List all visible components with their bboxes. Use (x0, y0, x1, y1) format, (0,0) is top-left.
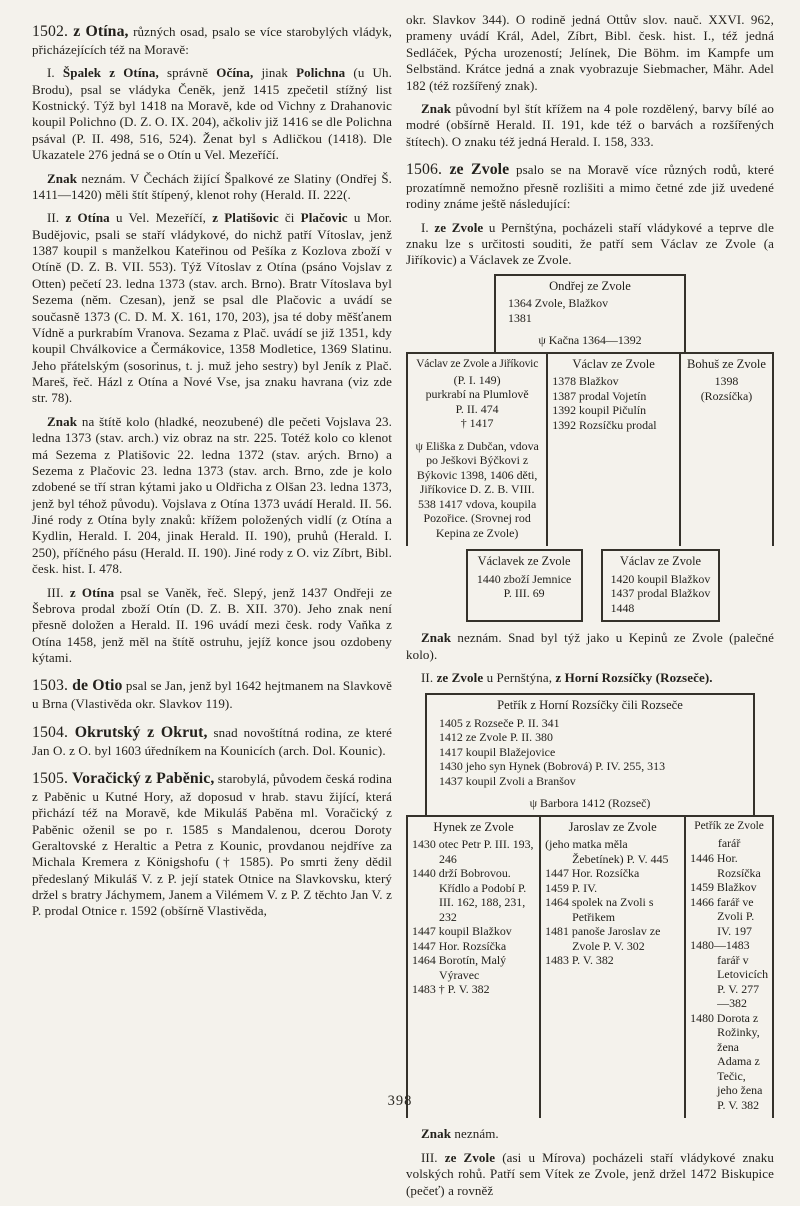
left-column (32, 12, 392, 1206)
tree-person-name: Hynek ze Zvole (433, 819, 514, 834)
tree-cell-vaclavek (466, 549, 583, 622)
genealogy-tree-zvole-pernstyn (406, 274, 774, 622)
tree-line: (jeho matka měla Žebetínek) P. V. 445 (545, 837, 669, 866)
tree-line: 1440 drží Bobrovou. Křídlo a Podobí P. III. 162, 188, 231, 232 (412, 866, 527, 924)
tree-person-name: Jaroslav ze Zvole (568, 819, 657, 834)
tree-line: 1440 zboží Jemnice (476, 571, 572, 586)
tree-spouse-line: ψ Barbora 1412 (Rozseč) (529, 796, 651, 811)
tree-cell-vaclav-jirikovic (408, 354, 548, 547)
right-column-top-paragraphs (406, 12, 774, 269)
tree-person-name: Petřík ze Zvole (694, 819, 764, 832)
tree-line: 1392 Rozsíčku prodal (552, 417, 657, 432)
tree-spouse-note: ψ Eliška z Dubčan, vdova po Ješkovi Býčkovi z Býkovic 1398, 1406 děti, Jiříkovice D. Z. B. VIII. 538 1417 vdova, koupila Pozořice. (Srovnej rod Kepina ze Zvole) (415, 438, 539, 540)
entry-1502: 1502. z Otína, různých osad, psalo se více starobylých vládyk, přicházejících též na Moravě: (32, 23, 392, 57)
tree-line: purkrabí na Plumlově (425, 387, 529, 402)
tree-line: 1464 spolek na Zvoli s Petřikem (545, 895, 654, 924)
tree-line: 1446 Hor. Rozsíčka (690, 851, 761, 880)
tree-person-name: Václav ze Zvole (572, 356, 655, 371)
tree-line: 1466 farář ve Zvoli P. IV. 197 (690, 894, 755, 938)
tree-person-name: Ondřej ze Zvole (549, 278, 631, 293)
tree-line: 1447 koupil Blažkov (412, 924, 512, 939)
tree-children-row (406, 815, 774, 1119)
tree-spouse-line: ψ Kačna 1364—1392 (538, 333, 642, 348)
tree-grandchildren-row (406, 546, 774, 622)
tree-line: 1480—1483 farář v Letovicích P. V. 277—382 (690, 938, 769, 1011)
tree-cell-hynek (408, 817, 541, 1119)
right-column (406, 12, 774, 1206)
tree-cell-vaclav-mladsi (601, 549, 721, 622)
tree-line: P. II. 474 (455, 401, 499, 416)
tree-line: 1364 Zvole, Blažkov (508, 296, 609, 311)
tree-line: 1412 ze Zvole P. II. 380 (439, 730, 553, 745)
tree-cell-vaclav (548, 354, 681, 547)
para-znak-neznam-1: Znak neznám. Snad byl týž jako u Kepinů ze Zvole (palečné kolo). (406, 630, 774, 662)
tree-person-name: Bohuš ze Zvole (686, 356, 766, 371)
tree-line: 1448 (610, 600, 635, 615)
tree-line: 1483 † P. V. 382 (412, 982, 490, 997)
genealogy-tree-horni-rozsicka (406, 693, 774, 1118)
tree-line: † 1417 (460, 416, 494, 431)
tree-root-box (425, 693, 755, 814)
tree-person-occupation: farář (717, 835, 741, 850)
tree-line: 1387 prodal Vojetín (552, 388, 647, 403)
tree-line: 1447 Hor. Rozsíčka (545, 866, 640, 881)
para-znak-neznam-2: Znak neznám. (421, 1126, 499, 1142)
tree-line: 1447 Hor. Rozsíčka (412, 938, 507, 953)
tree-line: 1381 (508, 310, 532, 325)
tree-line: 1483 P. V. 382 (545, 953, 614, 968)
tree-line: 1398 (714, 374, 739, 389)
para-ze-zvole-III: III. ze Zvole (asi u Mírova) pocházeli staří vládykové znaku volských rohů. Patří sem Vítek ze Zvole, jenž držel 1472 Biskupice (pečeť) a rovněž (406, 1149, 774, 1198)
para-znak-puvodni: Znak původní byl štít křížem na 4 pole rozdělený, barvy bílé ao modré (obšírně Herald. II. 191, kde též o barvách a rozšířených štítech). O znaku též jedná Herald. I. 158, 333. (406, 100, 774, 149)
tree-line: 1430 otec Petr P. III. 193, 246 (412, 837, 534, 866)
tree-person-name: Václav ze Zvole (619, 554, 702, 569)
tree-line: 1464 Borotín, Malý Výravec (412, 953, 507, 982)
para-znak-spalek: Znak neznám. V Čechách žijící Špalkové ze Slatiny (Ondřej Š. 1411—1420) měli štít štípený, klenot rohy (Herald. II. 222(. (32, 170, 392, 202)
two-column-layout (32, 12, 774, 1206)
tree-line: 1392 koupil Pičulín (552, 403, 647, 418)
tree-line: 1459 P. IV. (545, 880, 598, 895)
para-znak-kolo: Znak na štítě kolo (hladké, neozubené) dle pečeti Vojslava 23. ledna 1373 (stav. arch.) viz obraz na str. 225. Totéž kolo co klenot má Sezema z Platišovic 22. ledna 1372 (stav. arých. Brno) a Sezema z Plačovic 23. ledna 1373 (stav. arch. Brno, zde je kolo zdobené se tří stran kýtami jako u Oldřicha z Olšan 23. ledna 1373, jenž byl téhož původu). Vojslava z Otína 1373 uvádí Herald. II. 56. Jiné rody z Otína byly znaků: křížem položených vidlí (z Otína a Kydlin, Herald. I. 204, jinak Herald. II. 190), pruhů (Herald. I. 250), příčného pásu (Herald. II. 190). Jiné rody z O. viz Zíbrt, Bibl. česk. hist. I. 478. (32, 413, 392, 577)
tree-line: 1481 panoše Jaroslav ze Zvole P. V. 302 (545, 924, 661, 953)
tree-cell-bohus (681, 354, 774, 547)
tree-root-box (494, 274, 686, 352)
tree-person-name: Petřík z Horní Rozsíčky čili Rozseče (497, 698, 683, 713)
right-column-bottom-paragraphs (406, 1126, 774, 1199)
entry-1503: 1503. de Otio psal se Jan, jenž byl 1642 hejtmanem na Slavkově u Brna (Vlastivěda okr. Slavkov 119). (32, 677, 393, 712)
page-number: 398 (387, 1093, 413, 1109)
tree-line: 1405 z Rozseče P. II. 341 (439, 715, 560, 730)
tree-line: 1378 Blažkov (552, 374, 619, 389)
tree-person-name: Václavek ze Zvole (477, 554, 571, 569)
para-spalek-z-otina: I. Špalek z Otína, správně Očína, jinak Polichna (u Uh. Brodu), psal se vládyka Čeněk, jenž 1415 zpečetil stížný list Kostnický. Týž byl 1418 na Moravě, kde od Vichny z Drahanovic koupil Polichno (D. Z. O. IX. 204), ačkoliv již 1416 se dle Polichna psával (P. II. 498, 516, 524). Ženat byl s Adličkou (1418). Dle Ukazatele 276 jedná se o Otín u Vel. Mezeříčí. (32, 65, 392, 163)
tree-cell-petrik (686, 817, 774, 1119)
entry-1505: 1505. Voračický z Paběnic, starobylá, původem česká rodina z Paběnic u Kutné Hory, až doposud v hrab. stavu žijící, která přichází též na Moravě, kde Mikuláš Paběna ml. Voračický z Paběnic oženil se po r. 1585 s Mandalenou, dcerou Doroty Geraltovské z Heraltic a Petra z Kounic, provdanou nejdříve za Michala Kremera z Königshofu († 1585). Po smrti ženy dědil předeslaný Mikuláš V. z P. její statek Otnice na Slavkovsku, který držel s bratry Jáchymem, Janem a Vilémem V. z P. Z těchto Jan V. z P. prodal Otnice r. 1592 (obšírně Vlastivěda, (32, 769, 392, 919)
tree-line: 1437 prodal Blažkov (610, 586, 711, 601)
tree-line: (P. I. 149) (453, 372, 501, 387)
entry-1504: 1504. Okrutský z Okrut, snad novoštítná rodina, ze které Jan O. z O. byl 1603 úředníkem na Kounicích (arch. Dol. Kounic). (32, 723, 393, 758)
tree-line: 1459 Blažkov (690, 880, 757, 895)
para-voracicky-pokracovani: okr. Slavkov 344). O rodině jedná Ottův slov. nauč. XXVI. 962, prameny uvádí Král, Adel, Zíbrt, Bibl. česk. hist. I., též jedná Sedláček, Pýcha urozeností; Jelínek, Die Böhm. im Kampfe um Selbständ. Krátce jedná a znak vyobrazuje Siebmacher, Mähr. Adel 182 (též rozšířený znak). (406, 12, 774, 93)
para-z-otina-III: III. z Otína psal se Vaněk, řeč. Slepý, jenž 1437 Ondřeji ze Šebrova prodal zboží Otín (D. Z. B. XII. 370). Jeho znak není přesně doložen a Herald. II. 196 uvádí mezi česk. rody Vaňka z Otína 1458, jenž měl na štítě ostruhu, jejíž konce jsou ozdobeny kýtami. (32, 584, 392, 666)
tree-cell-jaroslav (541, 817, 686, 1119)
para-ze-zvole-I: I. ze Zvole u Pernštýna, pocházeli staří vládykové a teprve dle znaku lze s určitosti souditi, že patří sem Václav ze Zvole (a Jiříkovic) a Václavek ze Zvole. (406, 219, 774, 268)
tree-children-row (406, 352, 774, 547)
para-z-otina-II: II. z Otína u Vel. Mezeříčí, z Platišovic či Plačovic u Mor. Budějovic, psali se staří vládykové, do nichž patří Vítoslav, jenž 1387 koupil s manželkou Kateřinou od Pešíka z Kozlova zboží v Otíně (D. Z. B. VII. 553). Týž Vítoslav z Otína (psáno Vojslav z Otten) pečetí 23. ledna 1373 (stav. arch. Brno). Bratr Vítoslava byl Sezema (něm. Czesan), jenž se psal dle Plačovic a uvádí se současně 1373 (C. D. M. X. 161, 170, 203), jsa té doby měšťanem Vídně a purkrabím Vranova. Sezama z Plač. uvádí se již 1351, kdy koupil Chválkovice a Čermákovice, 1358 Modletice, 1369 Slatinu. Jeho přátelským (sosorinus, t. j. muž jeho sestry) byl Jeník z Plač. Mareš, řeč. Házl z Otína a Nové Vse, jsa znaku havrana (viz zde str. 78). (32, 210, 392, 406)
tree-line: 1420 koupil Blažkov (610, 571, 711, 586)
entry-1506: 1506. ze Zvole psalo se na Moravě více různých rodů, které prozatímně nemožno přesně rozlišiti a mimo četné zde již uvedené rodiny známe ještě následující: (406, 161, 774, 212)
right-column-middle-paragraphs (406, 630, 774, 686)
tree-person-name: Václav ze Zvole a Jiříkovic (416, 356, 539, 370)
tree-line: 1437 koupil Zvoli a Branšov (439, 773, 576, 788)
tree-line: 1417 koupil Blažejovice (439, 744, 556, 759)
tree-line: 1480 Dorota z Rožinky, žena Adama z Tečic, jeho žena P. V. 382 (690, 1010, 763, 1112)
tree-line: 1430 jeho syn Hynek (Bobrová) P. IV. 255, 313 (439, 759, 666, 774)
tree-line: (Rozsíčka) (700, 388, 753, 403)
tree-line: P. III. 69 (503, 586, 545, 601)
para-ze-zvole-II: II. ze Zvole u Pernštýna, z Horní Rozsíčky (Rozseče). (421, 669, 713, 685)
